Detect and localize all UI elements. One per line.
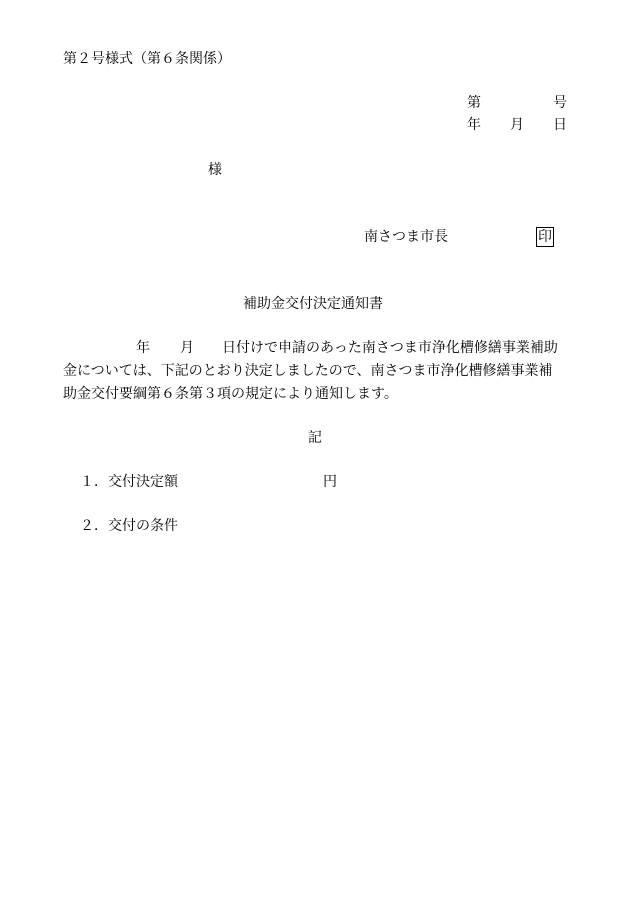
number-suffix: 号 [553, 95, 567, 111]
date-day: 日 [553, 117, 567, 133]
ki-heading: 記 [308, 430, 322, 446]
seal-stamp [536, 227, 554, 247]
doc-title: 補助金交付決定通知書 [243, 296, 383, 312]
body-date-year: 年 [136, 340, 150, 356]
recipient-suffix: 様 [208, 162, 222, 178]
body-line-2: 金については、下記のとおり決定しましたので、南さつま市浄化槽修繕事業補 [63, 363, 553, 379]
item-1-unit: 円 [323, 474, 337, 490]
date-year: 年 [467, 117, 481, 133]
body-line-1: 日付けで申請のあった南さつま市浄化槽修繕事業補助 [222, 340, 558, 356]
item-2-label: ２．交付の条件 [80, 518, 178, 534]
number-prefix: 第 [467, 95, 481, 111]
seal-mark: 印 [538, 229, 552, 245]
issuer-title: 南さつま市長 [364, 229, 448, 245]
form-label: 第２号様式（第６条関係） [63, 51, 231, 67]
date-month: 月 [510, 117, 524, 133]
body-line-3: 助金交付要綱第６条第３項の規定により通知します。 [63, 386, 398, 402]
item-1-label: １．交付決定額 [80, 474, 178, 490]
body-date-month: 月 [180, 340, 194, 356]
